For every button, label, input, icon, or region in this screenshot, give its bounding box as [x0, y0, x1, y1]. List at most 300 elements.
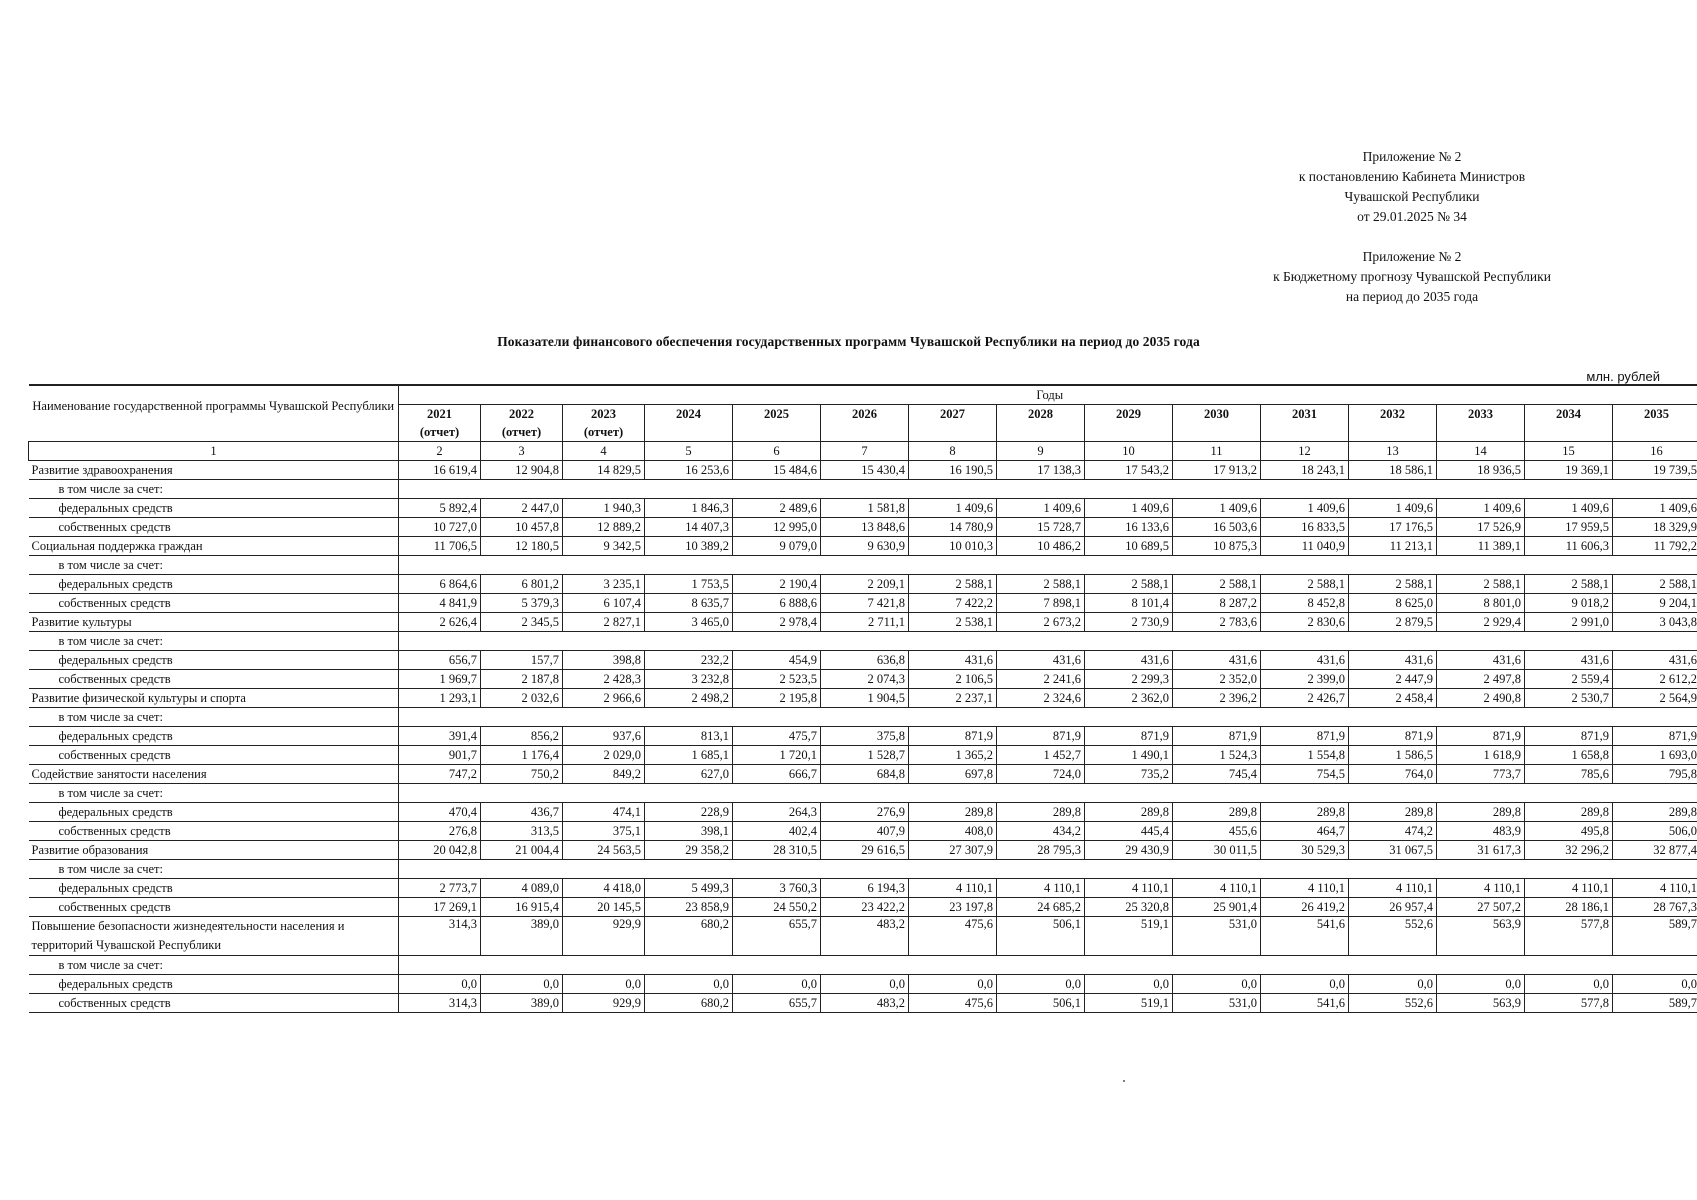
value-cell: 2 588,1	[1349, 575, 1437, 594]
value-cell	[1261, 956, 1349, 975]
value-cell: 4 089,0	[481, 879, 563, 898]
year-note: (отчет)	[583, 425, 624, 439]
value-cell: 0,0	[1349, 975, 1437, 994]
value-cell: 11 389,1	[1437, 537, 1525, 556]
column-number: 16	[1613, 442, 1697, 461]
value-cell	[1173, 632, 1261, 651]
value-cell: 24 563,5	[563, 841, 645, 860]
value-cell: 30 529,3	[1261, 841, 1349, 860]
program-row	[29, 689, 1697, 708]
funding-source-row	[29, 822, 1697, 841]
value-cell: 0,0	[1613, 975, 1697, 994]
value-cell: 31 617,3	[1437, 841, 1525, 860]
value-cell: 871,9	[1613, 727, 1697, 746]
value-cell	[481, 480, 563, 499]
value-cell: 2 538,1	[909, 613, 997, 632]
value-cell: 666,7	[733, 765, 821, 784]
value-cell: 2 399,0	[1261, 670, 1349, 689]
value-cell: 8 452,8	[1261, 594, 1349, 613]
value-cell: 18 936,5	[1437, 461, 1525, 480]
value-cell: 813,1	[645, 727, 733, 746]
value-cell: 0,0	[1437, 975, 1525, 994]
value-cell	[733, 708, 821, 727]
column-number: 11	[1173, 442, 1261, 461]
table-body	[29, 461, 1697, 1013]
value-cell: 28 767,3	[1613, 898, 1697, 917]
value-cell: 577,8	[1525, 917, 1613, 956]
value-cell: 2 299,3	[1085, 670, 1173, 689]
value-cell	[1173, 784, 1261, 803]
value-cell: 2 396,2	[1173, 689, 1261, 708]
value-cell: 6 194,3	[821, 879, 909, 898]
header-line: к постановлению Кабинета Министров	[1298, 169, 1526, 184]
value-cell: 2 352,0	[1173, 670, 1261, 689]
row-name: федеральных средств	[29, 651, 399, 670]
value-cell: 4 841,9	[399, 594, 481, 613]
value-cell: 27 507,2	[1437, 898, 1525, 917]
value-cell: 680,2	[645, 994, 733, 1013]
value-cell: 15 484,6	[733, 461, 821, 480]
value-cell: 4 418,0	[563, 879, 645, 898]
value-cell: 7 898,1	[997, 594, 1085, 613]
value-cell: 871,9	[1173, 727, 1261, 746]
column-number: 3	[481, 442, 563, 461]
value-cell: 16 253,6	[645, 461, 733, 480]
value-cell: 19 739,5	[1613, 461, 1697, 480]
value-cell: 375,1	[563, 822, 645, 841]
value-cell	[1349, 632, 1437, 651]
row-name: федеральных средств	[29, 879, 399, 898]
value-cell: 552,6	[1349, 917, 1437, 956]
value-cell: 431,6	[909, 651, 997, 670]
value-cell: 4 110,1	[997, 879, 1085, 898]
value-cell: 4 110,1	[1349, 879, 1437, 898]
value-cell	[1085, 632, 1173, 651]
value-cell: 1 693,0	[1613, 746, 1697, 765]
value-cell: 6 801,2	[481, 575, 563, 594]
value-cell: 11 606,3	[1525, 537, 1613, 556]
value-cell: 19 369,1	[1525, 461, 1613, 480]
value-cell: 2 559,4	[1525, 670, 1613, 689]
value-cell: 10 389,2	[645, 537, 733, 556]
value-cell: 264,3	[733, 803, 821, 822]
row-name: Развитие образования	[29, 841, 399, 860]
value-cell: 2 879,5	[1349, 613, 1437, 632]
funding-source-row	[29, 898, 1697, 917]
value-cell	[1349, 784, 1437, 803]
value-cell: 1 581,8	[821, 499, 909, 518]
value-cell: 10 727,0	[399, 518, 481, 537]
value-cell: 495,8	[1525, 822, 1613, 841]
year-header-2033	[1437, 405, 1525, 442]
value-cell: 431,6	[997, 651, 1085, 670]
value-cell: 1 409,6	[909, 499, 997, 518]
value-cell: 398,1	[645, 822, 733, 841]
value-cell: 2 074,3	[821, 670, 909, 689]
value-cell	[645, 784, 733, 803]
year-label: 2027	[940, 407, 965, 421]
value-cell	[909, 708, 997, 727]
subheader-row	[29, 860, 1697, 879]
value-cell: 785,6	[1525, 765, 1613, 784]
value-cell: 1 409,6	[1085, 499, 1173, 518]
value-cell: 28 795,3	[997, 841, 1085, 860]
year-label: 2034	[1556, 407, 1581, 421]
row-name: собственных средств	[29, 518, 399, 537]
value-cell: 2 711,1	[821, 613, 909, 632]
value-cell: 434,2	[997, 822, 1085, 841]
value-cell: 2 929,4	[1437, 613, 1525, 632]
program-row	[29, 461, 1697, 480]
value-cell: 31 067,5	[1349, 841, 1437, 860]
value-cell: 506,1	[997, 917, 1085, 956]
value-cell	[563, 784, 645, 803]
value-cell	[399, 956, 481, 975]
funding-source-row	[29, 670, 1697, 689]
value-cell: 871,9	[1437, 727, 1525, 746]
value-cell: 2 588,1	[1261, 575, 1349, 594]
value-cell: 2 362,0	[1085, 689, 1173, 708]
value-cell: 1 409,6	[1437, 499, 1525, 518]
value-cell	[1613, 956, 1697, 975]
value-cell: 754,5	[1261, 765, 1349, 784]
value-cell: 1 293,1	[399, 689, 481, 708]
value-cell	[1613, 556, 1697, 575]
value-cell: 15 430,4	[821, 461, 909, 480]
value-cell: 4 110,1	[1437, 879, 1525, 898]
value-cell	[1525, 708, 1613, 727]
value-cell	[1437, 632, 1525, 651]
row-name: в том числе за счет:	[29, 632, 399, 651]
value-cell: 764,0	[1349, 765, 1437, 784]
value-cell	[1085, 956, 1173, 975]
value-cell: 2 830,6	[1261, 613, 1349, 632]
value-cell: 431,6	[1525, 651, 1613, 670]
value-cell: 519,1	[1085, 917, 1173, 956]
value-cell: 29 616,5	[821, 841, 909, 860]
column-number: 9	[997, 442, 1085, 461]
value-cell: 929,9	[563, 994, 645, 1013]
value-cell: 724,0	[997, 765, 1085, 784]
value-cell: 12 889,2	[563, 518, 645, 537]
value-cell: 2 345,5	[481, 613, 563, 632]
value-cell	[481, 956, 563, 975]
value-cell: 2 029,0	[563, 746, 645, 765]
value-cell	[481, 860, 563, 879]
program-row	[29, 917, 1697, 956]
value-cell: 7 422,2	[909, 594, 997, 613]
value-cell: 735,2	[1085, 765, 1173, 784]
funding-source-row	[29, 727, 1697, 746]
value-cell: 531,0	[1173, 917, 1261, 956]
value-cell: 232,2	[645, 651, 733, 670]
row-name: собственных средств	[29, 670, 399, 689]
value-cell: 1 409,6	[1173, 499, 1261, 518]
value-cell	[733, 956, 821, 975]
document-title: Показатели финансового обеспечения государственных программ Чувашской Республики на период до 2035 года	[497, 334, 1200, 349]
value-cell	[997, 556, 1085, 575]
value-cell: 431,6	[1437, 651, 1525, 670]
value-cell	[1085, 480, 1173, 499]
funding-source-row	[29, 499, 1697, 518]
value-cell: 0,0	[1173, 975, 1261, 994]
value-cell	[399, 480, 481, 499]
value-cell: 2 588,1	[1613, 575, 1697, 594]
row-name: Повышение безопасности жизнедеятельности населения и территорий Чувашской Республики	[29, 917, 399, 956]
value-cell: 2 447,0	[481, 499, 563, 518]
value-cell: 2 490,8	[1437, 689, 1525, 708]
value-cell: 289,8	[1349, 803, 1437, 822]
year-label: 2026	[852, 407, 877, 421]
value-cell: 2 612,2	[1613, 670, 1697, 689]
column-number: 10	[1085, 442, 1173, 461]
value-cell	[563, 632, 645, 651]
value-cell: 684,8	[821, 765, 909, 784]
row-name: Развитие физической культуры и спорта	[29, 689, 399, 708]
value-cell	[481, 784, 563, 803]
value-cell: 2 966,6	[563, 689, 645, 708]
value-cell	[1525, 860, 1613, 879]
value-cell: 11 792,2	[1613, 537, 1697, 556]
value-cell	[1613, 708, 1697, 727]
value-cell: 16 133,6	[1085, 518, 1173, 537]
value-cell	[1437, 556, 1525, 575]
year-label: 2032	[1380, 407, 1405, 421]
row-name: Социальная поддержка граждан	[29, 537, 399, 556]
value-cell: 9 630,9	[821, 537, 909, 556]
funding-source-row	[29, 994, 1697, 1013]
value-cell	[909, 480, 997, 499]
value-cell	[645, 860, 733, 879]
row-name: собственных средств	[29, 746, 399, 765]
value-cell: 14 829,5	[563, 461, 645, 480]
value-cell: 2 428,3	[563, 670, 645, 689]
value-cell: 0,0	[399, 975, 481, 994]
row-name: в том числе за счет:	[29, 956, 399, 975]
value-cell	[399, 632, 481, 651]
row-name: собственных средств	[29, 994, 399, 1013]
value-cell: 871,9	[909, 727, 997, 746]
value-cell: 391,4	[399, 727, 481, 746]
year-label: 2022	[509, 407, 534, 421]
value-cell: 12 995,0	[733, 518, 821, 537]
funding-source-row	[29, 879, 1697, 898]
value-cell	[399, 708, 481, 727]
value-cell: 375,8	[821, 727, 909, 746]
funding-source-row	[29, 518, 1697, 537]
value-cell: 2 187,8	[481, 670, 563, 689]
value-cell: 6 107,4	[563, 594, 645, 613]
value-cell: 29 430,9	[1085, 841, 1173, 860]
value-cell	[909, 632, 997, 651]
row-name: федеральных средств	[29, 803, 399, 822]
value-cell	[1173, 480, 1261, 499]
row-name: в том числе за счет:	[29, 708, 399, 727]
value-cell: 8 287,2	[1173, 594, 1261, 613]
value-cell: 1 846,3	[645, 499, 733, 518]
value-cell	[1349, 956, 1437, 975]
value-cell	[1173, 556, 1261, 575]
value-cell: 2 106,5	[909, 670, 997, 689]
value-cell: 6 864,6	[399, 575, 481, 594]
column-number: 6	[733, 442, 821, 461]
value-cell: 636,8	[821, 651, 909, 670]
value-cell: 2 730,9	[1085, 613, 1173, 632]
value-cell: 14 407,3	[645, 518, 733, 537]
value-cell: 25 320,8	[1085, 898, 1173, 917]
row-name: собственных средств	[29, 822, 399, 841]
value-cell: 9 079,0	[733, 537, 821, 556]
appendix-header-resolution	[1182, 147, 1642, 227]
value-cell: 1 586,5	[1349, 746, 1437, 765]
value-cell: 901,7	[399, 746, 481, 765]
value-cell: 2 588,1	[909, 575, 997, 594]
column-number: 5	[645, 442, 733, 461]
value-cell: 474,2	[1349, 822, 1437, 841]
value-cell: 26 419,2	[1261, 898, 1349, 917]
value-cell: 28 310,5	[733, 841, 821, 860]
value-cell: 2 588,1	[1437, 575, 1525, 594]
row-name: Содействие занятости населения	[29, 765, 399, 784]
value-cell: 577,8	[1525, 994, 1613, 1013]
value-cell: 0,0	[909, 975, 997, 994]
year-header-2021	[399, 405, 481, 442]
value-cell	[1261, 556, 1349, 575]
value-cell: 402,4	[733, 822, 821, 841]
value-cell	[821, 956, 909, 975]
value-cell: 1 409,6	[1613, 499, 1697, 518]
value-cell: 2 588,1	[1173, 575, 1261, 594]
value-cell: 289,8	[1613, 803, 1697, 822]
value-cell: 563,9	[1437, 994, 1525, 1013]
value-cell: 0,0	[1525, 975, 1613, 994]
value-cell: 8 101,4	[1085, 594, 1173, 613]
header-line: на период до 2035 года	[1345, 289, 1479, 304]
value-cell: 32 296,2	[1525, 841, 1613, 860]
value-cell: 1 490,1	[1085, 746, 1173, 765]
year-label: 2024	[676, 407, 701, 421]
subheader-row	[29, 784, 1697, 803]
value-cell: 10 457,8	[481, 518, 563, 537]
value-cell	[1525, 784, 1613, 803]
column-number: 12	[1261, 442, 1349, 461]
row-name: в том числе за счет:	[29, 784, 399, 803]
value-cell: 871,9	[997, 727, 1085, 746]
value-cell: 17 526,9	[1437, 518, 1525, 537]
value-cell	[645, 708, 733, 727]
value-cell: 3 232,8	[645, 670, 733, 689]
value-cell: 871,9	[1525, 727, 1613, 746]
value-cell	[1525, 556, 1613, 575]
table-header	[29, 385, 1697, 461]
value-cell: 5 379,3	[481, 594, 563, 613]
year-header-2034	[1525, 405, 1613, 442]
year-header-2023	[563, 405, 645, 442]
value-cell: 9 342,5	[563, 537, 645, 556]
value-cell: 871,9	[1261, 727, 1349, 746]
value-cell	[645, 956, 733, 975]
value-cell: 5 499,3	[645, 879, 733, 898]
value-cell: 3 235,1	[563, 575, 645, 594]
value-cell: 15 728,7	[997, 518, 1085, 537]
value-cell	[997, 632, 1085, 651]
value-cell	[1085, 860, 1173, 879]
value-cell: 431,6	[1085, 651, 1173, 670]
value-cell: 407,9	[821, 822, 909, 841]
row-name: в том числе за счет:	[29, 480, 399, 499]
value-cell: 11 706,5	[399, 537, 481, 556]
value-cell: 289,8	[1085, 803, 1173, 822]
value-cell	[1261, 708, 1349, 727]
column-number: 15	[1525, 442, 1613, 461]
value-cell: 1 452,7	[997, 746, 1085, 765]
value-cell: 2 827,1	[563, 613, 645, 632]
value-cell: 12 180,5	[481, 537, 563, 556]
value-cell: 2 426,7	[1261, 689, 1349, 708]
year-note: (отчет)	[501, 425, 542, 439]
row-name: Развитие здравоохранения	[29, 461, 399, 480]
value-cell: 10 875,3	[1173, 537, 1261, 556]
value-cell	[563, 556, 645, 575]
year-label: 2029	[1116, 407, 1141, 421]
year-header-2029	[1085, 405, 1173, 442]
value-cell	[1437, 784, 1525, 803]
subheader-row	[29, 632, 1697, 651]
header-line: Чувашской Республики	[1344, 189, 1480, 204]
appendix-header-forecast	[1182, 247, 1642, 307]
value-cell	[997, 480, 1085, 499]
value-cell: 937,6	[563, 727, 645, 746]
header-line: Приложение № 2	[1362, 249, 1462, 264]
value-cell: 23 858,9	[645, 898, 733, 917]
value-cell: 431,6	[1349, 651, 1437, 670]
value-cell: 2 978,4	[733, 613, 821, 632]
value-cell: 314,3	[399, 917, 481, 956]
value-cell: 2 032,6	[481, 689, 563, 708]
value-cell: 563,9	[1437, 917, 1525, 956]
value-cell: 398,8	[563, 651, 645, 670]
value-cell: 589,7	[1613, 917, 1697, 956]
value-cell	[399, 556, 481, 575]
value-cell: 431,6	[1613, 651, 1697, 670]
program-row	[29, 841, 1697, 860]
value-cell	[1613, 632, 1697, 651]
value-cell: 1 753,5	[645, 575, 733, 594]
year-label: 2028	[1028, 407, 1053, 421]
value-cell	[821, 784, 909, 803]
value-cell: 157,7	[481, 651, 563, 670]
scan-speck	[1123, 1080, 1125, 1082]
value-cell: 1 524,3	[1173, 746, 1261, 765]
value-cell: 313,5	[481, 822, 563, 841]
value-cell	[645, 480, 733, 499]
row-name: в том числе за счет:	[29, 860, 399, 879]
value-cell	[399, 860, 481, 879]
value-cell: 2 773,7	[399, 879, 481, 898]
value-cell: 30 011,5	[1173, 841, 1261, 860]
value-cell: 2 523,5	[733, 670, 821, 689]
value-cell	[821, 708, 909, 727]
value-cell: 289,8	[1437, 803, 1525, 822]
value-cell: 2 489,6	[733, 499, 821, 518]
value-cell: 773,7	[1437, 765, 1525, 784]
value-cell: 4 110,1	[909, 879, 997, 898]
value-cell: 0,0	[733, 975, 821, 994]
value-cell	[909, 956, 997, 975]
program-row	[29, 613, 1697, 632]
value-cell: 475,6	[909, 994, 997, 1013]
funding-source-row	[29, 746, 1697, 765]
